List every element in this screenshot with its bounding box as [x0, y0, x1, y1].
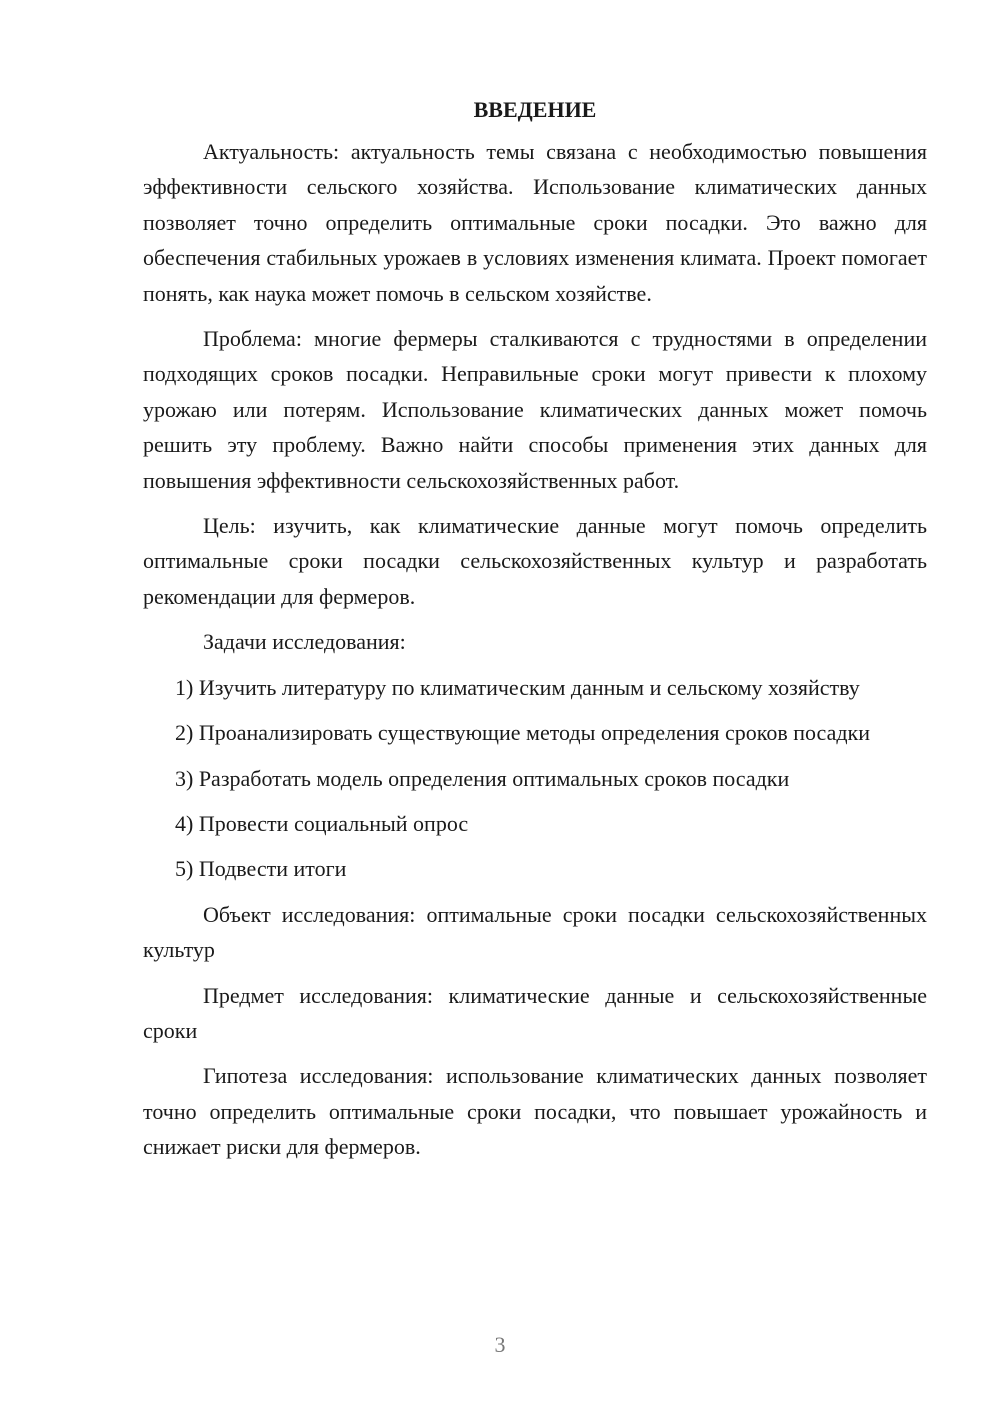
list-item: 5) Подвести итоги: [175, 856, 347, 882]
list-item: 4) Провести социальный опрос: [175, 810, 469, 836]
tasks-heading: Задачи исследования:: [203, 629, 406, 655]
paragraph-goal: Цель: изучить, как климатические данные могут помочь определить оптимальные сроки посадки сельскохозяйственных культур и разработать рекомендации для фермеров.: [143, 513, 927, 609]
list-item: 2) Проанализировать существующие методы определения сроков посадки: [175, 720, 870, 746]
page-title: ВВЕДЕНИЕ: [473, 97, 597, 122]
tasks-list: [143, 670, 927, 887]
paragraph-hypothesis: Гипотеза исследования: использование климатических данных позволяет точно определить оптимальные сроки посадки, что повышает урожайность и снижает риски для фермеров.: [143, 1063, 927, 1160]
document-page: [143, 92, 927, 1175]
paragraph-subject: Предмет исследования: климатические данные и сельскохозяйственные сроки: [143, 982, 927, 1043]
paragraph-relevance: Актуальность: актуальность темы связана с необходимостью повышения эффективности сельского хозяйства. Использование климатических данных позволяет точно определить оптимальные сроки посадки. Это важно для обеспечения стабильных урожаев в условиях изменения климата. Проект помогает понять, как наука может помочь в сельском хозяйстве.: [143, 139, 927, 306]
paragraph-problem: Проблема: многие фермеры сталкиваются с трудностями в определении подходящих сроков посадки. Неправильные сроки могут привести к плохому урожаю или потерям. Использование климатических данных может помочь решить эту проблему. Важно найти способы применения этих данных для повышения эффективности сельскохозяйственных работ.: [143, 326, 927, 493]
page-number: 3: [494, 1332, 506, 1357]
paragraph-object: Объект исследования: оптимальные сроки посадки сельскохозяйственных культур: [143, 901, 927, 963]
list-item: 1) Изучить литературу по климатическим данным и сельскому хозяйству: [175, 674, 860, 700]
list-item: 3) Разработать модель определения оптимальных сроков посадки: [175, 765, 790, 791]
